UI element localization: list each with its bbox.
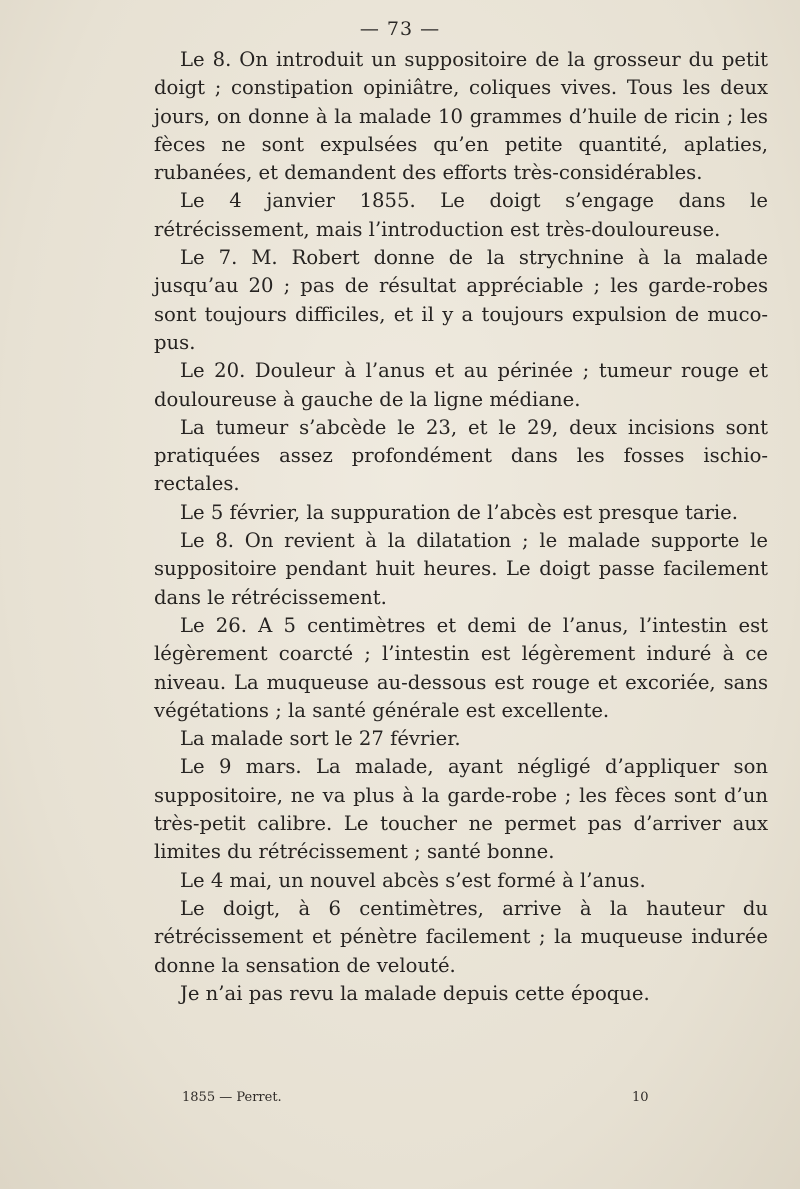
page-number: — 73 — xyxy=(359,18,441,40)
body-text xyxy=(154,46,768,1008)
paragraph-9: La malade sort le 27 février. xyxy=(180,727,461,751)
paragraph-3: Le 7. M. Robert donne de la strychnine à la malade jusqu’au 20 ; pas de résultat appréciable ; les garde-robes sont toujours difficiles, et il y a toujours expulsion de muco-pus. xyxy=(154,246,768,354)
paragraph-8: Le 26. A 5 centimètres et demi de l’anus, l’intestin est légèrement coarcté ; l’intestin est légèrement induré à ce niveau. La muqueuse au-dessous est rouge et excoriée, sans végétations ; la santé générale est excellente. xyxy=(154,613,768,722)
paragraph-13: Je n’ai pas revu la malade depuis cette époque. xyxy=(180,981,650,1005)
sheet-mark: 10 xyxy=(632,1090,649,1105)
paragraph-11: Le 4 mai, un nouvel abcès s’est formé à l’anus. xyxy=(180,868,646,892)
paragraph-6: Le 5 février, la suppuration de l’abcès est presque tarie. xyxy=(180,500,738,524)
paragraph-5: La tumeur s’abcède le 23, et le 29, deux incisions sont pratiquées assez profondément dans les fosses ischio-rectales. xyxy=(154,415,768,496)
paragraph-2: Le 4 janvier 1855. Le doigt s’engage dans le rétrécissement, mais l’introduction est très-douloureuse. xyxy=(154,189,768,241)
paragraph-7: Le 8. On revient à la dilatation ; le malade supporte le suppositoire pendant huit heures. Le doigt passe facilement dans le rétrécissement. xyxy=(154,529,768,609)
paragraph-10: Le 9 mars. La malade, ayant négligé d’appliquer son suppositoire, ne va plus à la garde-robe ; les fèces sont d’un très-petit calibre. Le toucher ne permet pas d’arriver aux limites du rétrécissement ; santé bonne. xyxy=(154,755,768,864)
paragraph-4: Le 20. Douleur à l’anus et au périnée ; tumeur rouge et douloureuse à gauche de la ligne médiane. xyxy=(154,359,768,411)
paragraph-12: Le doigt, à 6 centimètres, arrive à la hauteur du rétrécissement et pénètre facilement ; la muqueuse indurée donne la sensation de velouté. xyxy=(154,896,768,977)
paragraph-1: Le 8. On introduit un suppositoire de la grosseur du petit doigt ; constipation opiniâtre, coliques vives. Tous les deux jours, on donne à la malade 10 grammes d’huile de ricin ; les fèces ne sont expulsées qu’en petite quantité, aplaties, rubanées, et demandent des efforts très-considérables. xyxy=(154,48,768,185)
printer-signature: 1855 — Perret. xyxy=(182,1090,282,1105)
